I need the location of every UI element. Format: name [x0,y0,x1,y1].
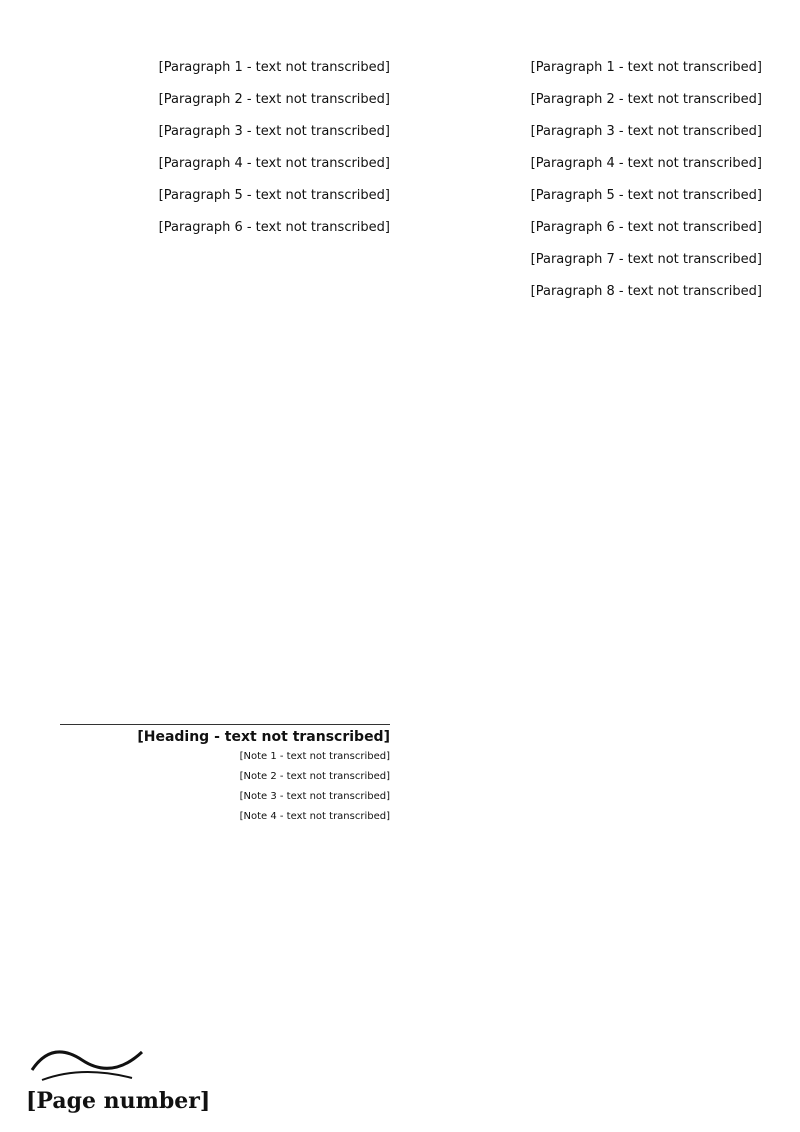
left-text-column [60,58,390,778]
paragraph: [Paragraph 3 - text not transcribed] [158,124,390,139]
paragraph: [Paragraph 5 - text not transcribed] [530,188,762,203]
footnote: [Note 3 - text not transcribed] [239,791,390,802]
paragraph: [Paragraph 4 - text not transcribed] [158,156,390,171]
paragraph: [Paragraph 2 - text not transcribed] [530,92,762,107]
footnotes-list [60,750,390,830]
paragraph: [Paragraph 3 - text not transcribed] [530,124,762,139]
paragraph: [Paragraph 6 - text not transcribed] [530,220,762,235]
footnote: [Note 2 - text not transcribed] [239,771,390,782]
footnote: [Note 1 - text not transcribed] [239,751,390,762]
paragraph: [Paragraph 4 - text not transcribed] [530,156,762,171]
paragraph: [Paragraph 6 - text not transcribed] [158,220,390,235]
paragraph: [Paragraph 8 - text not transcribed] [530,284,762,299]
paragraph: [Paragraph 7 - text not transcribed] [530,252,762,267]
footnote: [Note 4 - text not transcribed] [239,811,390,822]
magazine-logo [22,1030,162,1092]
page-number: [Page number] [26,1088,211,1114]
paragraph: [Paragraph 2 - text not transcribed] [158,92,390,107]
right-text-column [408,58,762,1078]
paragraph: [Paragraph 1 - text not transcribed] [158,60,390,75]
paragraph: [Paragraph 1 - text not transcribed] [530,60,762,75]
paragraph: [Paragraph 5 - text not transcribed] [158,188,390,203]
footnotes-heading: [Heading - text not transcribed] [60,724,390,745]
